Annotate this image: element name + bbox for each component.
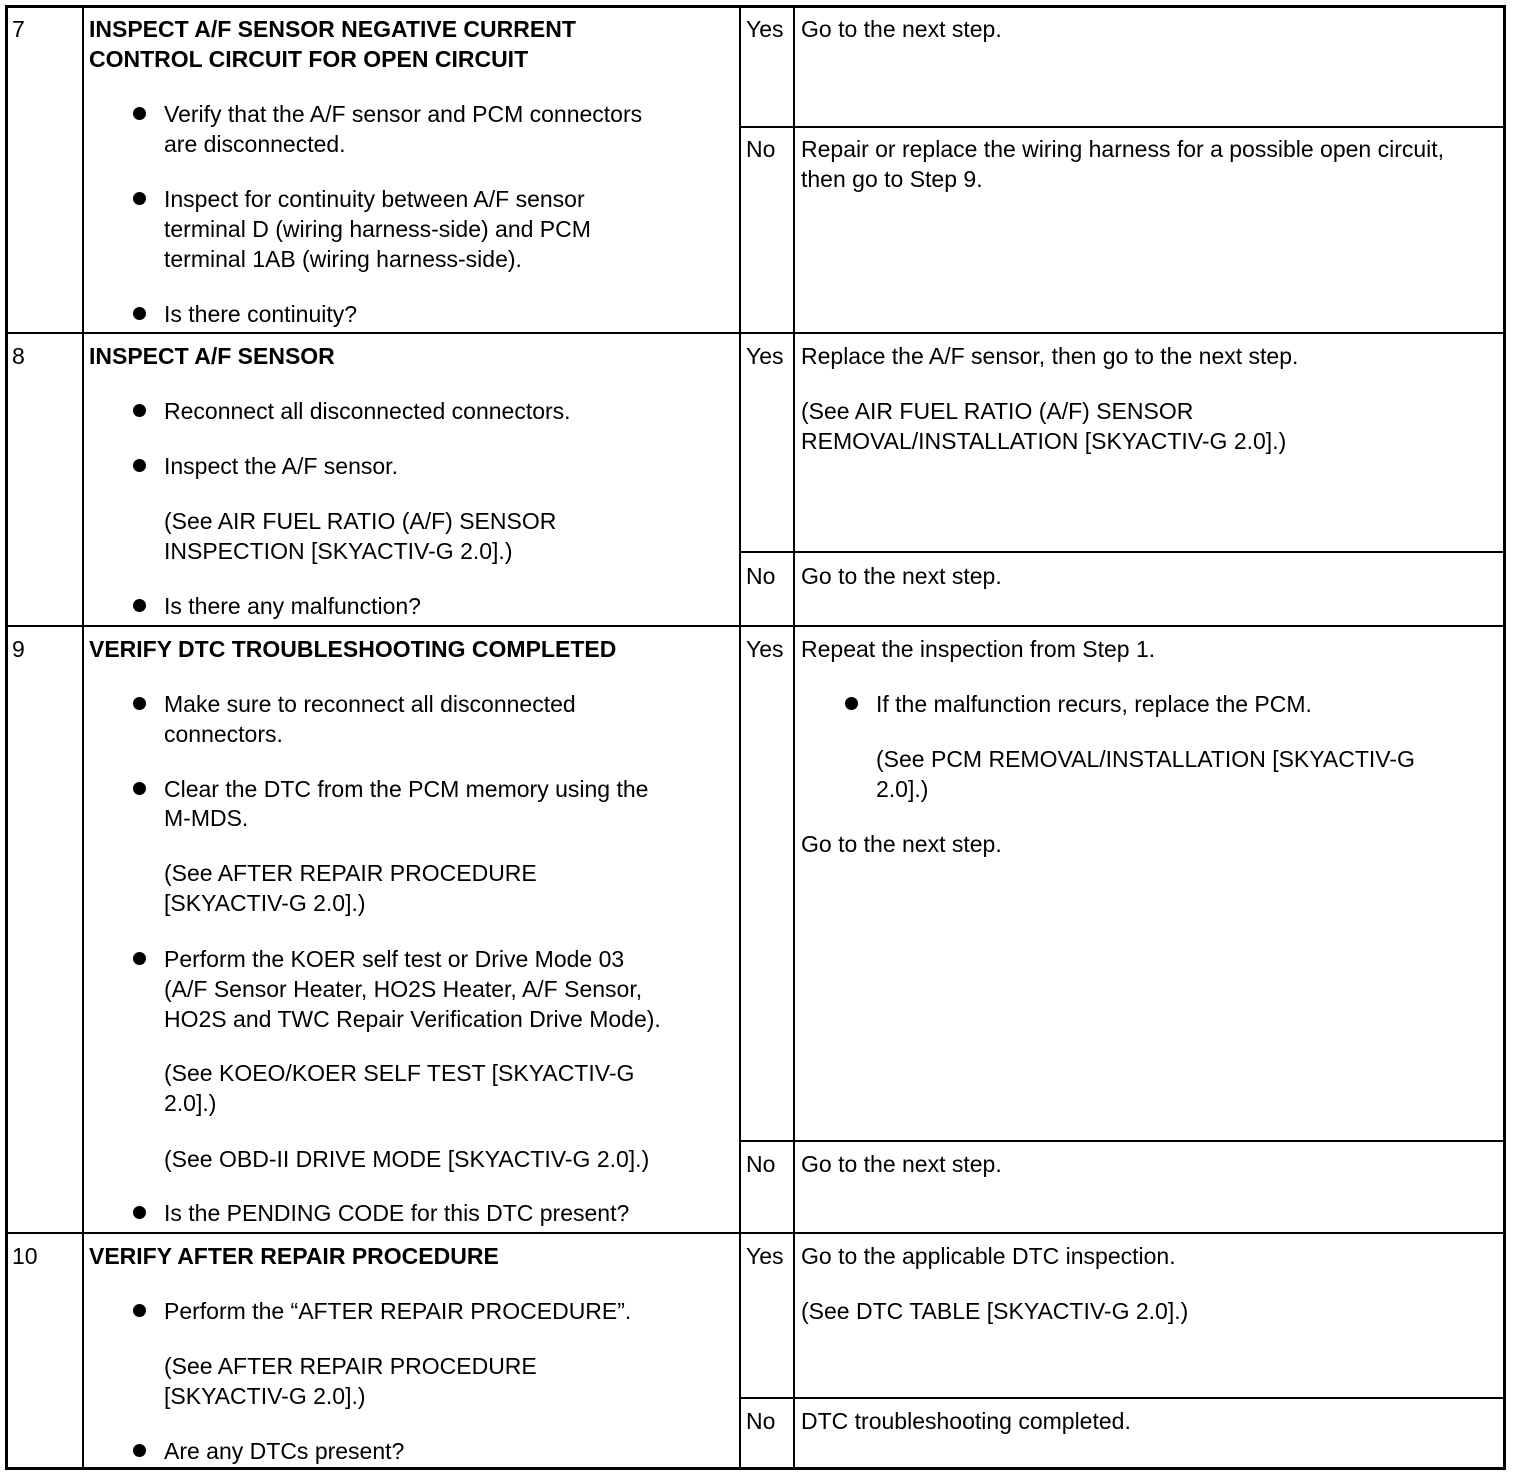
reference-text: [SKYACTIV-G 2.0].): [164, 1383, 366, 1409]
reference-text: (See KOEO/KOER SELF TEST [SKYACTIV-G: [164, 1060, 635, 1086]
reference-text: [SKYACTIV-G 2.0].): [164, 890, 366, 916]
yes-no-divider: [739, 1140, 1506, 1142]
bullet-text: terminal D (wiring harness-side) and PCM: [164, 216, 591, 242]
reference-text: REMOVAL/INSTALLATION [SKYACTIV-G 2.0].): [801, 428, 1287, 454]
reference-text: (See DTC TABLE [SKYACTIV-G 2.0].): [801, 1298, 1189, 1324]
bullet-text: terminal 1AB (wiring harness-side).: [164, 246, 522, 272]
bullet-text: are disconnected.: [164, 131, 346, 157]
step-title: INSPECT A/F SENSOR NEGATIVE CURRENT: [89, 16, 576, 42]
yes-label: Yes: [746, 343, 784, 369]
bullet-text: Reconnect all disconnected connectors.: [164, 398, 571, 424]
reference-text: INSPECTION [SKYACTIV-G 2.0].): [164, 538, 513, 564]
bullet-icon: [133, 1304, 146, 1317]
step-title: CONTROL CIRCUIT FOR OPEN CIRCUIT: [89, 46, 529, 72]
bullet-icon: [133, 404, 146, 417]
yes-action: Repeat the inspection from Step 1.: [801, 636, 1156, 662]
column-divider-step: [82, 5, 84, 1470]
step-number: 10: [12, 1243, 38, 1269]
bullet-text: connectors.: [164, 721, 283, 747]
reference-text: (See PCM REMOVAL/INSTALLATION [SKYACTIV-G: [876, 746, 1415, 772]
step-title: INSPECT A/F SENSOR: [89, 343, 335, 369]
no-label: No: [746, 563, 776, 589]
reference-text: (See AFTER REPAIR PROCEDURE: [164, 860, 537, 886]
yes-action: Go to the applicable DTC inspection.: [801, 1243, 1176, 1269]
no-action: Repair or replace the wiring harness for a possible open circuit,: [801, 136, 1445, 162]
yes-no-divider: [739, 1397, 1506, 1399]
bullet-text: Is the PENDING CODE for this DTC present?: [164, 1200, 630, 1226]
bullet-icon: [133, 782, 146, 795]
step-title: VERIFY AFTER REPAIR PROCEDURE: [89, 1243, 499, 1269]
reference-text: (See AFTER REPAIR PROCEDURE: [164, 1353, 537, 1379]
bullet-text: Is there continuity?: [164, 301, 358, 327]
reference-text: (See AIR FUEL RATIO (A/F) SENSOR: [164, 508, 557, 534]
column-divider-result: [793, 5, 795, 1470]
no-action: DTC troubleshooting completed.: [801, 1408, 1131, 1434]
reference-text: (See AIR FUEL RATIO (A/F) SENSOR: [801, 398, 1194, 424]
bullet-icon: [133, 1206, 146, 1219]
bullet-text: Perform the KOER self test or Drive Mode 03: [164, 946, 625, 972]
step-number: 8: [12, 343, 25, 369]
step-number: 7: [12, 16, 25, 42]
reference-text: 2.0].): [164, 1090, 217, 1116]
bullet-icon: [133, 459, 146, 472]
bullet-text: Verify that the A/F sensor and PCM connectors: [164, 101, 643, 127]
no-label: No: [746, 1408, 776, 1434]
no-action: Go to the next step.: [801, 1151, 1002, 1177]
bullet-icon: [133, 599, 146, 612]
no-action: Go to the next step.: [801, 563, 1002, 589]
step-number: 9: [12, 636, 25, 662]
yes-label: Yes: [746, 636, 784, 662]
no-action: then go to Step 9.: [801, 166, 983, 192]
yes-label: Yes: [746, 1243, 784, 1269]
column-divider-action: [739, 5, 741, 1470]
bullet-icon: [133, 192, 146, 205]
bullet-icon: [133, 1444, 146, 1457]
bullet-text: HO2S and TWC Repair Verification Drive Mode).: [164, 1006, 661, 1032]
bullet-text: Inspect for continuity between A/F sensor: [164, 186, 585, 212]
bullet-icon: [133, 107, 146, 120]
bullet-text: (A/F Sensor Heater, HO2S Heater, A/F Sensor,: [164, 976, 643, 1002]
row-divider: [5, 332, 1506, 334]
bullet-text: M-MDS.: [164, 805, 249, 831]
step-title: VERIFY DTC TROUBLESHOOTING COMPLETED: [89, 636, 617, 662]
yes-action: Go to the next step.: [801, 16, 1002, 42]
bullet-text: Perform the “AFTER REPAIR PROCEDURE”.: [164, 1298, 632, 1324]
bullet-icon: [133, 307, 146, 320]
no-label: No: [746, 136, 776, 162]
bullet-icon: [845, 697, 858, 710]
bullet-text: Make sure to reconnect all disconnected: [164, 691, 576, 717]
no-label: No: [746, 1151, 776, 1177]
bullet-icon: [133, 952, 146, 965]
bullet-text: Are any DTCs present?: [164, 1438, 405, 1464]
yes-action: Replace the A/F sensor, then go to the next step.: [801, 343, 1299, 369]
yes-label: Yes: [746, 16, 784, 42]
bullet-icon: [133, 697, 146, 710]
bullet-text: Is there any malfunction?: [164, 593, 421, 619]
yes-action: Go to the next step.: [801, 831, 1002, 857]
yes-no-divider: [739, 551, 1506, 553]
bullet-text: Clear the DTC from the PCM memory using the: [164, 776, 649, 802]
row-divider: [5, 625, 1506, 627]
yes-no-divider: [739, 126, 1506, 128]
bullet-text: Inspect the A/F sensor.: [164, 453, 398, 479]
bullet-text: If the malfunction recurs, replace the PCM.: [876, 691, 1312, 717]
reference-text: (See OBD-II DRIVE MODE [SKYACTIV-G 2.0].): [164, 1146, 650, 1172]
row-divider: [5, 1232, 1506, 1234]
reference-text: 2.0].): [876, 776, 929, 802]
